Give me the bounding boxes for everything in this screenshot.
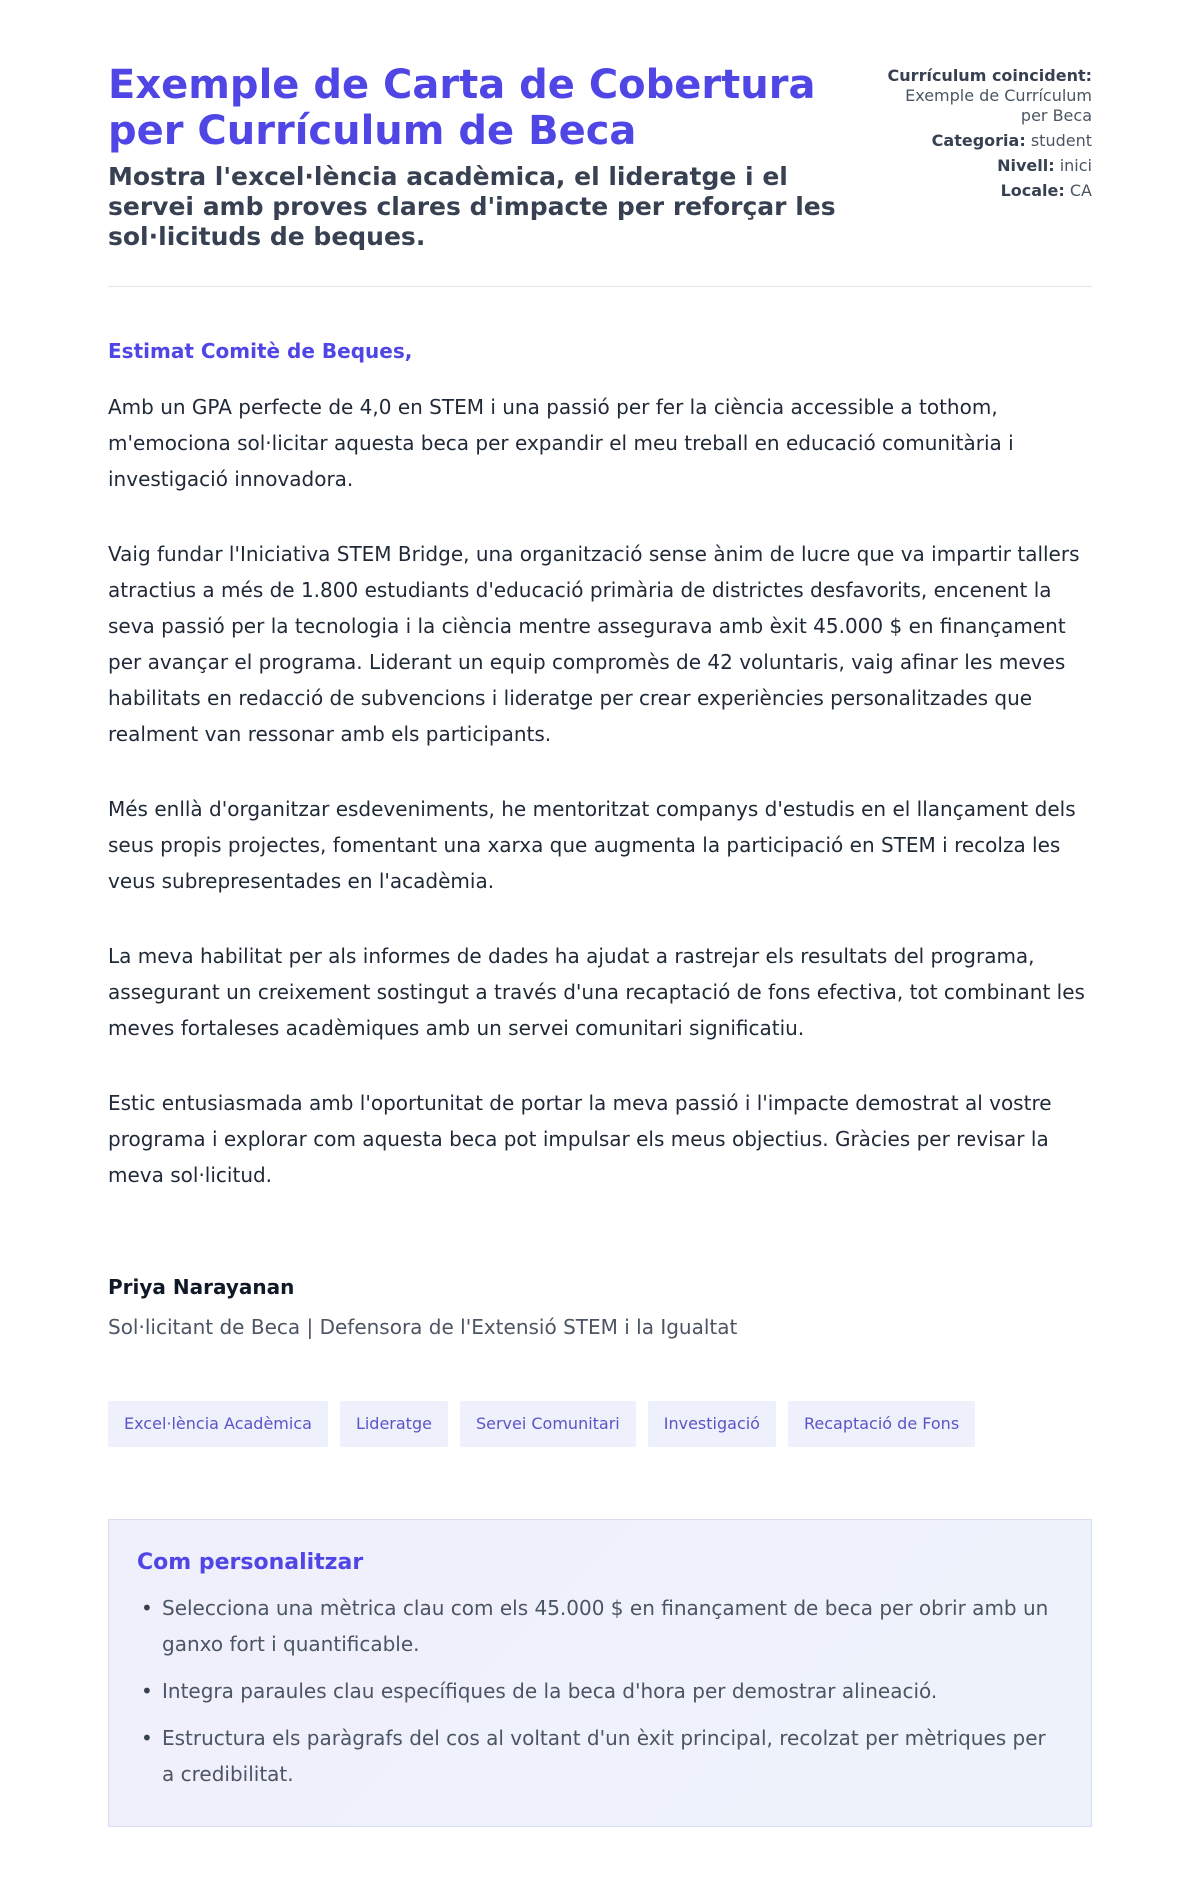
letter-paragraph: Vaig fundar l'Iniciativa STEM Bridge, una organització sense ànim de lucre que va impartir tallers atractius a més de 1.800 estudiants d'educació primària de districtes desfavorits, encenent la seva passió per la tecnologia i la ciència mentre assegurava amb èxit 45.000 $ en finançament per avançar el programa. Liderant un equip compromès de 42 voluntaris, vaig afinar les meves habilitats en redacció de subvencions i lideratge per crear experiències personalitzades que realment van ressonar amb els participants. xyxy=(108,542,1080,746)
tips-list-item xyxy=(137,1590,1063,1662)
tips-item-text: Selecciona una mètrica clau com els 45.000 $ en finançament de beca per obrir amb un ganxo fort i quantificable. xyxy=(162,1596,1049,1656)
meta-level-label: Nivell: xyxy=(997,156,1055,175)
bullet-icon: • xyxy=(141,1726,153,1750)
customization-tips xyxy=(108,1519,1092,1827)
signature-block xyxy=(108,1273,1092,1341)
bullet-icon: • xyxy=(141,1679,153,1703)
tips-item-text: Integra paraules clau específiques de la beca d'hora per demostrar alineació. xyxy=(162,1679,938,1703)
tag-research: Investigació xyxy=(648,1401,776,1447)
salutation: Estimat Comitè de Beques, xyxy=(108,339,413,363)
signature-title: Sol·licitant de Beca | Defensora de l'Extensió STEM i la Igualtat xyxy=(108,1315,738,1339)
letter-paragraph: La meva habilitat per als informes de dades ha ajudat a rastrejar els resultats del programa, assegurant un creixement sostingut a través d'una recaptació de fons efectiva, tot combinant les meves fortaleses acadèmiques amb un servei comunitari significatiu. xyxy=(108,944,1085,1040)
bullet-icon: • xyxy=(141,1596,153,1620)
letter-paragraph: Estic entusiasmada amb l'oportunitat de portar la meva passió i l'impacte demostrat al vostre programa i explorar com aquesta beca pot impulsar els meus objectius. Gràcies per revisar la meva sol·licitud. xyxy=(108,1091,1052,1187)
header-main xyxy=(108,62,868,252)
meta-locale xyxy=(882,181,1092,201)
meta-category-value: student xyxy=(1030,131,1092,150)
letter-paragraph: Amb un GPA perfecte de 4,0 en STEM i una passió per fer la ciència accessible a tothom, m'emociona sol·licitar aquesta beca per expandir el meu treball en educació comunitària i investigació innovadora. xyxy=(108,395,1014,491)
meta-level xyxy=(882,156,1092,176)
tag-fundraising: Recaptació de Fons xyxy=(788,1401,975,1447)
tips-item-text: Estructura els paràgrafs del cos al voltant d'un èxit principal, recolzat per mètriques per a credibilitat. xyxy=(162,1726,1046,1786)
tag-list xyxy=(108,1401,1092,1447)
signature-name: Priya Narayanan xyxy=(108,1275,295,1299)
meta-category-label: Categoria: xyxy=(931,131,1026,150)
tips-list xyxy=(137,1590,1063,1792)
meta-resume-value: Exemple de Currículum per Beca xyxy=(905,86,1092,125)
meta-category xyxy=(882,131,1092,151)
tips-list-item xyxy=(137,1720,1063,1792)
meta-panel xyxy=(882,62,1092,206)
meta-resume-label: Currículum coincident: xyxy=(887,66,1092,85)
document-header xyxy=(108,62,1092,287)
meta-locale-label: Locale: xyxy=(1000,181,1065,200)
meta-resume xyxy=(882,66,1092,126)
meta-level-value: inici xyxy=(1059,156,1092,175)
letter-paragraph: Més enllà d'organitzar esdeveniments, he mentoritzat companys d'estudis en el llançament dels seus propis projectes, fomentant una xarxa que augmenta la participació en STEM i recolza les veus subrepresentades en l'acadèmia. xyxy=(108,797,1076,893)
tag-leadership: Lideratge xyxy=(340,1401,448,1447)
tips-title: Com personalitzar xyxy=(137,1550,364,1575)
tag-academic-excellence: Excel·lència Acadèmica xyxy=(108,1401,328,1447)
page-title: Exemple de Carta de Cobertura per Currículum de Beca xyxy=(108,62,816,154)
tag-community-service: Servei Comunitari xyxy=(460,1401,636,1447)
letter-body xyxy=(108,287,1092,1341)
meta-locale-value: CA xyxy=(1069,181,1092,200)
tips-list-item xyxy=(137,1673,1063,1709)
page-subtitle: Mostra l'excel·lència acadèmica, el lideratge i el servei amb proves clares d'impacte per reforçar les sol·licituds de beques. xyxy=(108,162,836,251)
